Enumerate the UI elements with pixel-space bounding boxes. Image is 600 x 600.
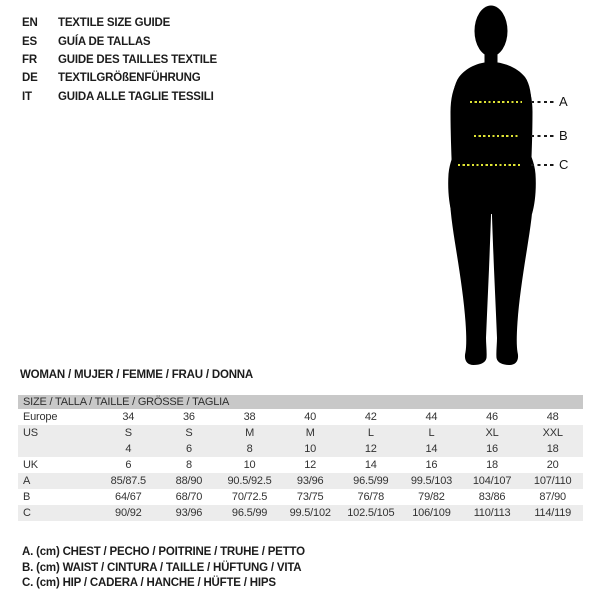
size-table-rows (18, 409, 583, 521)
table-cell: 44 (425, 411, 438, 423)
table-cell: 6 (125, 459, 132, 471)
table-row-label: UK (23, 459, 38, 471)
table-cell: 10 (304, 443, 317, 455)
language-name: TEXTILGRÖßENFÜHRUNG (58, 72, 201, 85)
table-cell: 16 (486, 443, 498, 455)
language-name: GUÍA DE TALLAS (58, 35, 151, 48)
size-table (18, 395, 583, 521)
language-row (22, 14, 217, 32)
table-cell: 107/110 (533, 475, 572, 487)
table-row-label: Europe (23, 411, 58, 423)
table-cell: 88/90 (175, 475, 203, 487)
measure-line-a-body (470, 101, 522, 103)
table-cell: 4 (125, 443, 132, 455)
measure-line-c-body (458, 164, 522, 166)
language-code: EN (22, 17, 38, 30)
language-list (22, 14, 217, 106)
measure-label-b: B (559, 128, 568, 144)
table-cell: S (124, 427, 132, 439)
language-row (22, 32, 217, 50)
table-cell: L (428, 427, 435, 439)
table-cell: M (305, 427, 315, 439)
table-cell: 99.5/103 (410, 475, 453, 487)
language-code: IT (22, 90, 32, 103)
table-cell: 79/82 (418, 491, 445, 503)
table-row (18, 489, 583, 505)
language-name: TEXTILE SIZE GUIDE (58, 17, 171, 30)
table-cell: 68/70 (175, 491, 203, 503)
measure-line-a-connector (531, 101, 554, 103)
language-name: GUIDE DES TAILLES TEXTILE (58, 53, 217, 66)
table-cell: XL (485, 427, 499, 439)
table-cell: 93/96 (296, 475, 324, 487)
table-cell: 93/96 (175, 507, 203, 519)
table-cell: 14 (425, 443, 438, 455)
table-cell: 12 (304, 459, 317, 471)
table-cell: 46 (486, 411, 498, 423)
woman-silhouette-figure (448, 6, 536, 366)
woman-silhouette (442, 4, 542, 368)
language-name: GUIDA ALLE TAGLIE TESSILI (58, 90, 214, 103)
legend-row: A. (cm) CHEST / PECHO / POITRINE / TRUHE / PETTO (22, 545, 305, 558)
table-cell: 110/113 (473, 507, 511, 519)
table-cell: 90.5/92.5 (227, 475, 272, 487)
table-cell: 40 (304, 411, 317, 423)
measure-line-b-body (474, 135, 519, 137)
table-cell: 20 (546, 459, 559, 471)
table-cell: 10 (243, 459, 256, 471)
table-cell: 8 (185, 459, 192, 471)
measurement-legend (22, 544, 305, 591)
table-cell: 48 (546, 411, 559, 423)
table-cell: 96.5/99 (353, 475, 389, 487)
table-cell: 83/86 (478, 491, 506, 503)
table-cell: 90/92 (115, 507, 142, 519)
table-row (18, 441, 583, 457)
table-row-label: US (23, 427, 38, 439)
table-cell: L (367, 427, 374, 439)
table-cell: 18 (546, 443, 559, 455)
language-code: ES (22, 35, 37, 48)
table-row-label: B (23, 491, 31, 503)
table-cell: 14 (364, 459, 377, 471)
table-row-label: C (23, 507, 31, 519)
table-cell: 16 (425, 459, 438, 471)
table-cell: M (245, 427, 255, 439)
legend-row: C. (cm) HIP / CADERA / HANCHE / HÜFTE / HIPS (22, 577, 276, 590)
table-cell: 6 (185, 443, 192, 455)
table-cell: 64/67 (115, 491, 142, 503)
table-cell: 114/119 (534, 507, 572, 519)
table-cell: 73/75 (296, 491, 324, 503)
table-cell: 42 (364, 411, 377, 423)
table-cell: 70/72.5 (231, 491, 268, 503)
table-cell: 104/107 (472, 475, 512, 487)
measure-line-b-connector (531, 135, 554, 137)
table-row-label: A (23, 475, 31, 487)
table-cell: 87/90 (539, 491, 566, 503)
legend-row: B. (cm) WAIST / CINTURA / TAILLE / HÜFTUNG / VITA (22, 561, 302, 574)
table-cell: XXL (542, 427, 563, 439)
table-row (18, 409, 583, 425)
table-cell: 12 (364, 443, 377, 455)
table-row (18, 425, 583, 441)
table-cell: 96.5/99 (231, 507, 268, 519)
table-cell: 76/78 (357, 491, 385, 503)
table-cell: 8 (246, 443, 253, 455)
measure-line-c-connector (531, 164, 554, 166)
table-cell: 18 (486, 459, 498, 471)
size-table-header: SIZE / TALLA / TAILLE / GRÖSSE / TAGLIA (18, 395, 583, 409)
table-cell: 85/87.5 (110, 475, 146, 487)
table-cell: 36 (183, 411, 195, 423)
table-cell: 38 (243, 411, 256, 423)
language-code: FR (22, 53, 37, 66)
measure-label-a: A (559, 94, 568, 110)
measure-label-c: C (559, 157, 569, 173)
table-row (18, 505, 583, 521)
table-cell: 99.5/102 (289, 507, 331, 519)
table-cell: S (185, 427, 193, 439)
table-row (18, 473, 583, 489)
section-title: WOMAN / MUJER / FEMME / FRAU / DONNA (20, 369, 254, 381)
language-row (22, 69, 217, 87)
language-code: DE (22, 72, 38, 85)
language-row (22, 88, 217, 106)
table-row (18, 457, 583, 473)
table-cell: 34 (122, 411, 135, 423)
table-cell: 106/109 (412, 507, 451, 519)
table-cell: 102.5/105 (347, 507, 395, 519)
language-row (22, 51, 217, 69)
